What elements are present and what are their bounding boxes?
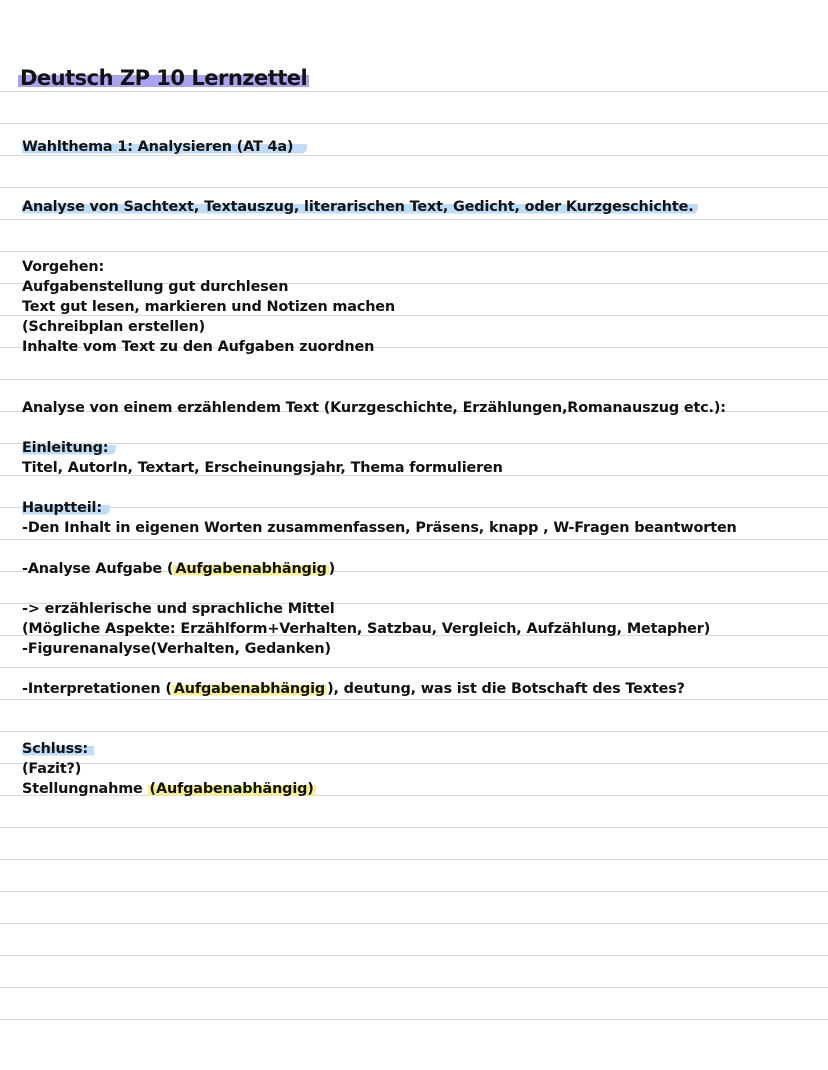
stellungnahme-highlight: (Aufgabenabhängig) [149, 781, 314, 797]
vorgehen-step-2: Text gut lesen, markieren und Notizen machen [22, 299, 396, 315]
hauptteil-heading-line [22, 498, 110, 518]
figurenanalyse-line: -Figurenanalyse(Verhalten, Gedanken) [22, 641, 331, 657]
vorgehen-heading: Vorgehen: [22, 259, 105, 275]
mittel-line: -> erzählerische und sprachliche Mittel [22, 601, 335, 617]
stellungnahme-line [22, 779, 316, 799]
einleitung-heading-line [22, 438, 116, 458]
wahlthema-line [22, 137, 307, 157]
title-text: Deutsch ZP 10 Lernzettel [20, 66, 308, 90]
einleitung-heading: Einleitung: [22, 440, 116, 456]
analyse-aufgabe-line [22, 559, 335, 579]
interpretation-line [22, 679, 685, 699]
schluss-heading: Schluss: [22, 741, 94, 757]
erzaehltext-heading: Analyse von einem erzählendem Text (Kurzgeschichte, Erzählungen,Romanauszug etc.): [22, 400, 726, 416]
vorgehen-step-1: Aufgabenstellung gut durchlesen [22, 279, 289, 295]
analyse-intro-line [22, 197, 698, 217]
analyse-intro-text: Analyse von Sachtext, Textauszug, literarischen Text, Gedicht, oder Kurzgeschichte. [22, 199, 698, 215]
hauptteil-summary: -Den Inhalt in eigenen Worten zusammenfassen, Präsens, knapp , W-Fragen beantworten [22, 520, 737, 536]
hauptteil-heading: Hauptteil: [22, 500, 110, 516]
interpretation-suffix: ), deutung, was ist die Botschaft des Textes? [327, 681, 685, 697]
schluss-heading-line [22, 739, 94, 759]
aspekte-line: (Mögliche Aspekte: Erzählform+Verhalten, Satzbau, Vergleich, Aufzählung, Metapher) [22, 621, 711, 637]
analyse-aufgabe-suffix: ) [328, 561, 336, 577]
vorgehen-step-3: (Schreibplan erstellen) [22, 319, 206, 335]
vorgehen-step-4: Inhalte vom Text zu den Aufgaben zuordnen [22, 339, 375, 355]
interpretation-highlight: Aufgabenabhängig [173, 681, 326, 697]
wahlthema-text: Wahlthema 1: Analysieren (AT 4a) [22, 139, 307, 155]
page-title [18, 66, 309, 90]
analyse-aufgabe-highlight: Aufgabenabhängig [175, 561, 327, 577]
interpretation-prefix: -Interpretationen ( [22, 681, 172, 697]
einleitung-text: Titel, AutorIn, Textart, Erscheinungsjahr, Thema formulieren [22, 460, 503, 476]
fazit-line: (Fazit?) [22, 761, 82, 777]
analyse-aufgabe-prefix: -Analyse Aufgabe ( [22, 561, 174, 577]
stellungnahme-prefix: Stellungnahme [22, 781, 148, 797]
